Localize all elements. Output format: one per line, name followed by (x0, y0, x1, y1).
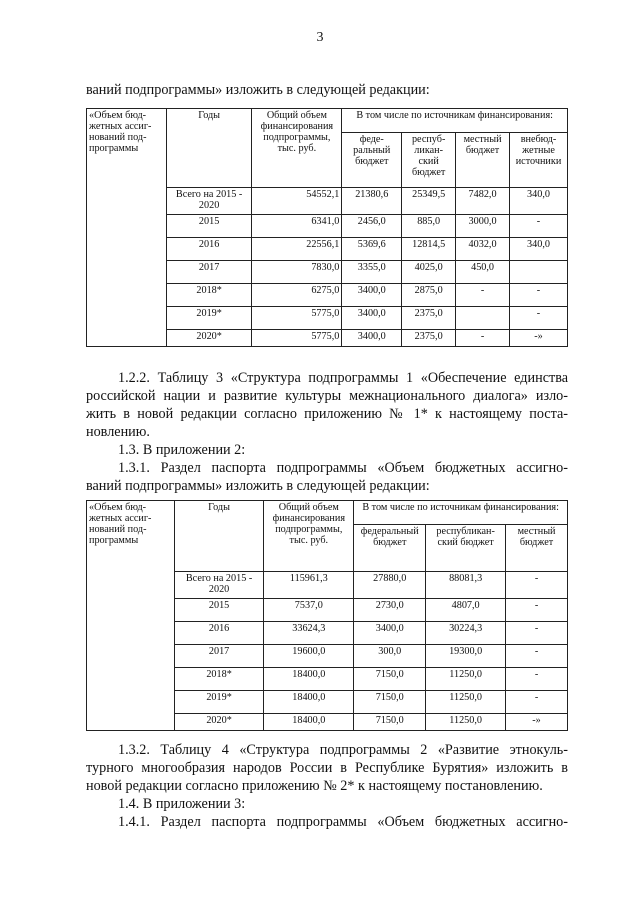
cell-local: - (456, 330, 510, 347)
cell-year: Всего на 2015 - 2020 (166, 188, 252, 215)
cell-year: 2015 (166, 215, 252, 238)
cell-year: 2019* (174, 691, 264, 714)
cell-total: 7830,0 (252, 261, 342, 284)
cell-local: - (506, 622, 568, 645)
cell-local: - (506, 599, 568, 622)
paragraph-line: турного многообразия народов России в Республике Бурятия» изложить в (86, 760, 568, 776)
cell-total: 54552,1 (252, 188, 342, 215)
cell-federal: 3355,0 (342, 261, 402, 284)
cell-federal: 5369,6 (342, 238, 402, 261)
cell-total: 18400,0 (264, 691, 354, 714)
cell-total: 18400,0 (264, 668, 354, 691)
cell-federal: 27880,0 (354, 572, 426, 599)
header-federal: федеральный бюджет (354, 525, 426, 572)
cell-republic: 12814,5 (402, 238, 456, 261)
cell-federal: 2730,0 (354, 599, 426, 622)
cell-federal: 7150,0 (354, 668, 426, 691)
cell-republic: 25349,5 (402, 188, 456, 215)
budget-table-2 (86, 500, 568, 731)
cell-total: 6275,0 (252, 284, 342, 307)
cell-republic: 2375,0 (402, 307, 456, 330)
cell-federal: 3400,0 (342, 307, 402, 330)
cell-republic: 4807,0 (426, 599, 506, 622)
cell-local: 7482,0 (456, 188, 510, 215)
cell-local: 450,0 (456, 261, 510, 284)
paragraph-line: новой редакции согласно приложению № 2* к настоящему постановлению. (86, 778, 543, 794)
header-federal: феде-ральный бюджет (342, 133, 402, 188)
row-label-cell: «Объем бюд-жетных ассиг-нований под-программы (87, 109, 167, 347)
cell-federal: 21380,6 (342, 188, 402, 215)
cell-local: 4032,0 (456, 238, 510, 261)
cell-extra: -» (510, 330, 568, 347)
header-sources: В том числе по источникам финансирования: (342, 109, 568, 133)
cell-year: 2016 (166, 238, 252, 261)
cell-federal: 300,0 (354, 645, 426, 668)
cell-republic: 30224,3 (426, 622, 506, 645)
header-total: Общий объем финансирования подпрограммы, тыс. руб. (264, 501, 354, 572)
cell-republic: 11250,0 (426, 668, 506, 691)
paragraph-line: 1.4. В приложении 3: (118, 796, 246, 812)
cell-local: - (456, 284, 510, 307)
header-republic: респуб-ликан-ский бюджет (402, 133, 456, 188)
paragraph-line: новлению. (86, 424, 150, 440)
cell-federal: 3400,0 (354, 622, 426, 645)
table-header-row (87, 501, 568, 525)
cell-republic: 2875,0 (402, 284, 456, 307)
cell-extra: - (510, 284, 568, 307)
cell-total: 19600,0 (264, 645, 354, 668)
cell-year: 2019* (166, 307, 252, 330)
cell-year: 2020* (166, 330, 252, 347)
table-header-row (87, 109, 568, 133)
paragraph-line: 1.3. В приложении 2: (118, 442, 246, 458)
paragraph-line: жить в новой редакции согласно приложению № 1* к настоящему поста- (86, 406, 568, 422)
paragraph-line: 1.3.1. Раздел паспорта подпрограммы «Объем бюджетных ассигно- (118, 460, 568, 476)
cell-year: Всего на 2015 - 2020 (174, 572, 264, 599)
cell-federal: 7150,0 (354, 691, 426, 714)
paragraph-line: российской нации и развитие культуры межнационального диалога» изло- (86, 388, 568, 404)
header-republic: республикан-ский бюджет (426, 525, 506, 572)
cell-total: 22556,1 (252, 238, 342, 261)
header-years: Годы (174, 501, 264, 572)
cell-extra: 340,0 (510, 238, 568, 261)
cell-federal: 2456,0 (342, 215, 402, 238)
cell-local: 3000,0 (456, 215, 510, 238)
row-label-cell: «Объем бюд-жетных ассиг-нований под-программы (87, 501, 175, 731)
cell-republic: 885,0 (402, 215, 456, 238)
cell-extra: 340,0 (510, 188, 568, 215)
cell-extra: - (510, 307, 568, 330)
paragraph-line: ваний подпрограммы» изложить в следующей редакции: (86, 478, 430, 494)
paragraph-line: 1.4.1. Раздел паспорта подпрограммы «Объем бюджетных ассигно- (118, 814, 568, 830)
cell-local: -» (506, 714, 568, 731)
cell-republic: 19300,0 (426, 645, 506, 668)
cell-year: 2017 (174, 645, 264, 668)
cell-local: - (506, 572, 568, 599)
cell-federal: 3400,0 (342, 330, 402, 347)
header-local: местный бюджет (456, 133, 510, 188)
cell-federal: 3400,0 (342, 284, 402, 307)
cell-local: - (506, 691, 568, 714)
header-sources: В том числе по источникам финансирования: (354, 501, 568, 525)
header-years: Годы (166, 109, 252, 188)
cell-year: 2018* (166, 284, 252, 307)
cell-republic: 4025,0 (402, 261, 456, 284)
cell-year: 2020* (174, 714, 264, 731)
cell-local (456, 307, 510, 330)
cell-extra: - (510, 215, 568, 238)
cell-total: 7537,0 (264, 599, 354, 622)
cell-year: 2015 (174, 599, 264, 622)
cell-total: 5775,0 (252, 307, 342, 330)
header-total: Общий объем финансирования подпрограммы, тыс. руб. (252, 109, 342, 188)
paragraph-line: 1.3.2. Таблицу 4 «Структура подпрограммы 2 «Развитие этнокуль- (118, 742, 568, 758)
cell-republic: 11250,0 (426, 714, 506, 731)
cell-total: 33624,3 (264, 622, 354, 645)
cell-federal: 7150,0 (354, 714, 426, 731)
paragraph-line: 1.2.2. Таблицу 3 «Структура подпрограммы 1 «Обеспечение единства (118, 370, 568, 386)
cell-total: 6341,0 (252, 215, 342, 238)
cell-extra (510, 261, 568, 284)
cell-republic: 11250,0 (426, 691, 506, 714)
budget-table-1 (86, 108, 568, 347)
cell-local: - (506, 668, 568, 691)
header-local: местный бюджет (506, 525, 568, 572)
cell-total: 115961,3 (264, 572, 354, 599)
cell-year: 2016 (174, 622, 264, 645)
cell-republic: 2375,0 (402, 330, 456, 347)
cell-total: 18400,0 (264, 714, 354, 731)
cell-republic: 88081,3 (426, 572, 506, 599)
cell-local: - (506, 645, 568, 668)
page-number: 3 (316, 30, 324, 45)
cell-year: 2017 (166, 261, 252, 284)
cell-year: 2018* (174, 668, 264, 691)
header-extra: внебюд-жетные источники (510, 133, 568, 188)
cell-total: 5775,0 (252, 330, 342, 347)
paragraph-line: ваний подпрограммы» изложить в следующей редакции: (86, 82, 430, 98)
